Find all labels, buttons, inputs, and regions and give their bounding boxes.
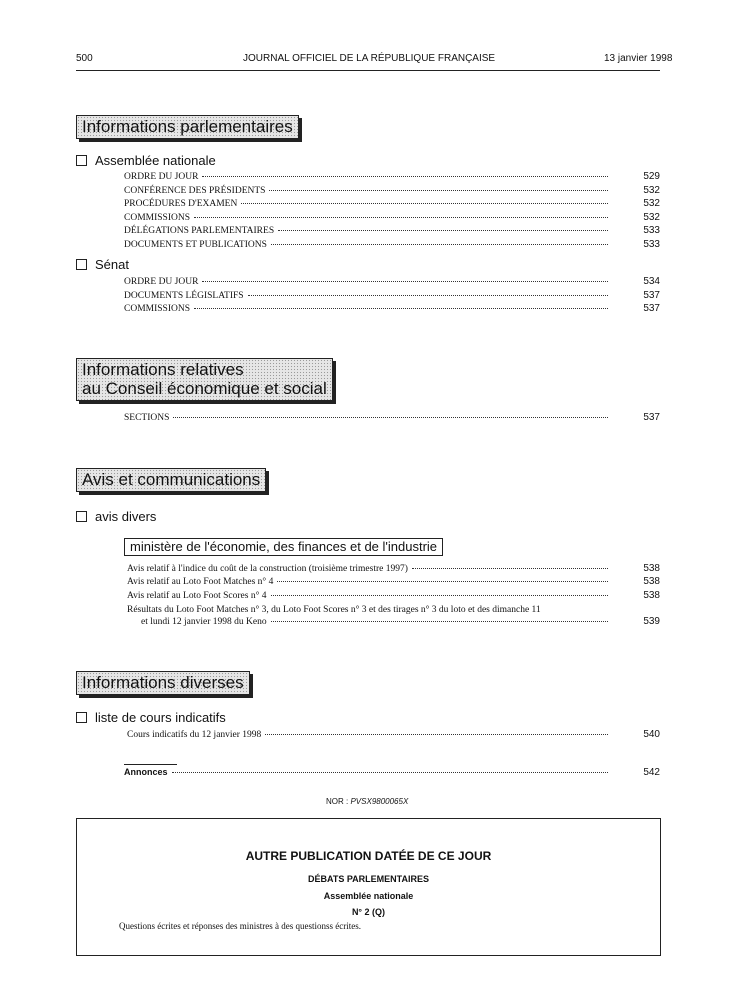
toc-label-line2: et lundi 12 janvier 1998 du Keno <box>141 617 267 627</box>
toc-entry[interactable] <box>124 302 660 315</box>
toc-label: Avis relatif au Loto Foot Scores n° 4 <box>127 591 267 601</box>
toc-page: 539 <box>643 616 660 627</box>
banner-line: au Conseil économique et social <box>82 379 327 398</box>
journal-title: JOURNAL OFFICIEL DE LA RÉPUBLIQUE FRANÇAISE <box>243 53 496 64</box>
subsection-title: Assemblée nationale <box>95 153 216 168</box>
section-banner-parlementaires: Informations parlementaires <box>76 115 299 139</box>
toc-page: 534 <box>643 276 660 287</box>
dot-leader <box>412 568 608 569</box>
toc-page: 533 <box>643 225 660 237</box>
dot-leader <box>248 295 608 296</box>
toc-label: ORDRE DU JOUR <box>124 277 199 287</box>
toc-entry[interactable] <box>124 170 660 183</box>
toc-page: 532 <box>643 184 660 196</box>
dot-leader <box>194 217 608 218</box>
dot-leader <box>271 244 608 245</box>
toc-label: Cours indicatifs du 12 janvier 1998 <box>127 730 262 740</box>
toc-entry[interactable] <box>127 589 660 602</box>
nor-code: PVSX9800065X <box>350 797 409 806</box>
toc-entry[interactable] <box>124 289 660 302</box>
toc-label: DOCUMENTS ET PUBLICATIONS <box>124 240 267 250</box>
toc-entry[interactable] <box>124 238 660 251</box>
questions-description: Questions écrites et réponses des ministres à des questionss écrites. <box>119 921 361 931</box>
autre-publication-box <box>76 818 661 956</box>
toc-label-line1: Résultats du Loto Foot Matches n° 3, du Loto Foot Scores n° 3 et des tirages n° 3 du loto et des dimanche 11 <box>127 605 541 615</box>
dot-leader <box>271 621 608 622</box>
subsection-title: avis divers <box>95 509 157 524</box>
dot-leader <box>172 772 608 773</box>
dot-leader <box>277 581 608 582</box>
subsection-avis-divers <box>76 509 156 524</box>
checkbox-square-icon <box>76 712 87 723</box>
subsection-assemblee <box>76 153 216 168</box>
ministry-box: ministère de l'économie, des finances et de l'industrie <box>124 538 443 556</box>
toc-label: DOCUMENTS LÉGISLATIFS <box>124 291 244 301</box>
toc-page: 537 <box>643 412 660 423</box>
nor-reference <box>326 797 408 806</box>
autre-publication-title: AUTRE PUBLICATION DATÉE DE CE JOUR <box>245 849 492 863</box>
toc-entry[interactable] <box>124 224 660 237</box>
numero-label: N° 2 (Q) <box>351 907 386 917</box>
banner-line: Informations relatives <box>82 360 244 379</box>
toc-label: COMMISSIONS <box>124 212 190 223</box>
toc-label: Annonces <box>124 767 168 777</box>
toc-page: 537 <box>643 303 660 314</box>
toc-label: COMMISSIONS <box>124 304 190 314</box>
section-banner-conseil <box>76 358 333 401</box>
toc-label: Avis relatif à l'indice du coût de la construction (troisième trimestre 1997) <box>127 564 408 574</box>
toc-label: CONFÉRENCE DES PRÉSIDENTS <box>124 185 266 196</box>
dot-leader <box>173 417 608 418</box>
page-number: 500 <box>76 53 93 64</box>
toc-label: SECTIONS <box>124 413 170 423</box>
toc-entry[interactable] <box>124 197 660 210</box>
toc-page: 537 <box>643 290 660 301</box>
dot-leader <box>265 734 608 735</box>
toc-entry[interactable] <box>124 411 660 424</box>
subsection-title: liste de cours indicatifs <box>95 710 226 725</box>
subsection-title: Sénat <box>95 257 129 272</box>
dot-leader <box>202 281 608 282</box>
debats-label: DÉBATS PARLEMENTAIRES <box>307 874 429 884</box>
toc-page: 529 <box>643 171 660 182</box>
dot-leader <box>202 176 608 177</box>
section-banner-diverses: Informations diverses <box>76 671 250 695</box>
toc-page: 538 <box>643 563 660 574</box>
nor-prefix: NOR : <box>326 797 349 806</box>
toc-entry-multiline[interactable] <box>127 604 660 628</box>
toc-page: 532 <box>643 198 660 210</box>
toc-label: Avis relatif au Loto Foot Matches n° 4 <box>127 577 274 587</box>
toc-page: 538 <box>643 590 660 601</box>
toc-label: ORDRE DU JOUR <box>124 172 199 182</box>
dot-leader <box>278 230 608 231</box>
toc-entry[interactable] <box>127 575 660 588</box>
subsection-senat <box>76 257 129 272</box>
toc-label: PROCÉDURES D'EXAMEN <box>124 199 238 210</box>
header-date: 13 janvier 1998 <box>604 53 673 64</box>
subsection-cours <box>76 710 226 725</box>
header-rule <box>76 70 660 71</box>
toc-page: 532 <box>643 211 660 223</box>
dot-leader <box>269 190 608 191</box>
toc-entry[interactable] <box>127 728 660 741</box>
toc-entry[interactable] <box>124 184 660 197</box>
checkbox-square-icon <box>76 155 87 166</box>
toc-page: 533 <box>643 239 660 250</box>
dot-leader <box>194 308 608 309</box>
toc-entry[interactable] <box>124 275 660 288</box>
checkbox-square-icon <box>76 511 87 522</box>
toc-entry[interactable] <box>127 562 660 575</box>
toc-label: DÉLÉGATIONS PARLEMENTAIRES <box>124 226 275 237</box>
short-rule <box>124 764 177 765</box>
toc-page: 540 <box>643 729 660 740</box>
checkbox-square-icon <box>76 259 87 270</box>
toc-entry-annonces[interactable] <box>124 766 660 779</box>
section-banner-avis: Avis et communications <box>76 468 266 492</box>
assemblee-label: Assemblée nationale <box>323 891 414 901</box>
dot-leader <box>241 203 608 204</box>
toc-page: 542 <box>643 767 660 778</box>
toc-page: 538 <box>643 576 660 587</box>
toc-entry[interactable] <box>124 211 660 224</box>
dot-leader <box>271 595 608 596</box>
